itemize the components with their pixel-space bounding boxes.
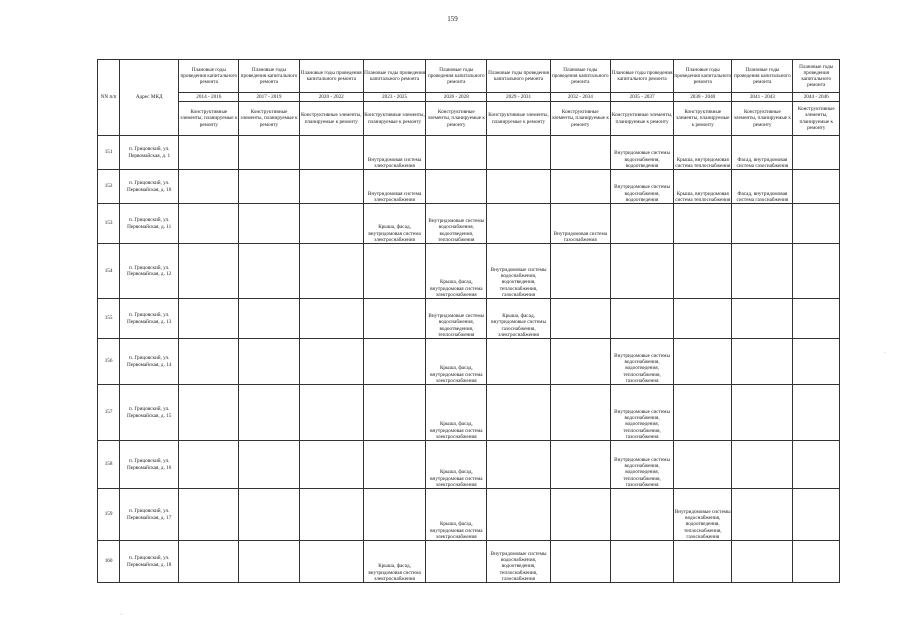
table-row bbox=[98, 244, 840, 299]
repair-elements-cell bbox=[793, 244, 840, 299]
repair-elements-cell: Внутридомовые системы водоснабжения, водоотведения, теплоснабжения bbox=[426, 299, 487, 339]
repair-elements-cell bbox=[674, 541, 732, 583]
repair-elements-cell: Внутридомовые системы водоснабжения, водоотведения bbox=[610, 136, 673, 170]
header-elements: Конструктивные элементы, планируемые к ремонту bbox=[363, 102, 425, 136]
capital-repair-table bbox=[97, 59, 840, 583]
repair-elements-cell bbox=[239, 244, 299, 299]
repair-elements-cell bbox=[674, 299, 732, 339]
page-number: 159 bbox=[447, 15, 458, 23]
repair-elements-cell bbox=[179, 339, 239, 385]
repair-elements-cell bbox=[239, 541, 299, 583]
repair-elements-cell bbox=[674, 339, 732, 385]
row-number: 160 bbox=[98, 541, 120, 583]
repair-elements-cell bbox=[299, 339, 363, 385]
repair-elements-cell bbox=[793, 204, 840, 244]
header-plan-years: Плановые годы проведения капитального ремонта bbox=[793, 60, 840, 93]
repair-elements-cell: Крыша, фасад, внутридомовая система электроснабжения bbox=[426, 244, 487, 299]
repair-elements-cell: Крыша, фасад, внутридомовая система электроснабжения bbox=[426, 489, 487, 541]
repair-elements-cell bbox=[793, 385, 840, 441]
repair-elements-cell bbox=[610, 244, 673, 299]
row-number: 155 bbox=[98, 299, 120, 339]
repair-elements-cell bbox=[732, 541, 793, 583]
repair-elements-cell bbox=[732, 244, 793, 299]
row-address: п. Грицовский, ул. Первомайская, д. 11 bbox=[120, 204, 179, 244]
header-period: 2038 - 2040 bbox=[674, 93, 732, 102]
header-plan-years: Плановые годы проведения капитального ремонта bbox=[239, 60, 299, 93]
row-number: 151 bbox=[98, 136, 120, 170]
repair-elements-cell bbox=[299, 136, 363, 170]
row-number: 159 bbox=[98, 489, 120, 541]
table-row bbox=[98, 385, 840, 441]
repair-elements-cell: Внутридомовые системы водоснабжения, водоотведения, теплоснабжения, газоснабжения bbox=[487, 541, 550, 583]
repair-elements-cell bbox=[793, 170, 840, 204]
row-number: 157 bbox=[98, 385, 120, 441]
repair-elements-cell bbox=[426, 541, 487, 583]
row-number: 152 bbox=[98, 170, 120, 204]
header-period: 2041 - 2043 bbox=[732, 93, 793, 102]
repair-elements-cell: Внутридомовая система электроснабжения bbox=[363, 170, 425, 204]
header-elements: Конструктивные элементы, планируемые к ремонту bbox=[674, 102, 732, 136]
table-row bbox=[98, 299, 840, 339]
repair-elements-cell bbox=[487, 385, 550, 441]
repair-elements-cell bbox=[363, 385, 425, 441]
repair-elements-cell: Крыша, фасад, внутридомовая система электроснабжения bbox=[426, 385, 487, 441]
repair-elements-cell bbox=[487, 441, 550, 489]
repair-elements-cell: Внутридомовая система газоснабжения bbox=[550, 204, 610, 244]
row-address: п. Грицовский, ул. Первомайская, д. 16 bbox=[120, 441, 179, 489]
repair-elements-cell bbox=[793, 339, 840, 385]
repair-elements-cell bbox=[179, 541, 239, 583]
row-address: п. Грицовский, ул. Первомайская, д. 14 bbox=[120, 339, 179, 385]
header-elements: Конструктивные элементы, планируемые к ремонту bbox=[732, 102, 793, 136]
header-period: 2044 - 2046 bbox=[793, 93, 840, 102]
table-row bbox=[98, 136, 840, 170]
repair-elements-cell bbox=[793, 489, 840, 541]
repair-elements-cell bbox=[179, 244, 239, 299]
table-row bbox=[98, 204, 840, 244]
repair-elements-cell bbox=[239, 136, 299, 170]
repair-elements-cell: Внутридомовые системы водоснабжения, водоотведения, теплоснабжения, газоснабжения bbox=[610, 441, 673, 489]
repair-elements-cell bbox=[363, 339, 425, 385]
repair-elements-cell bbox=[179, 441, 239, 489]
table-header bbox=[98, 60, 840, 136]
row-address: п. Грицовский, ул. Первомайская, д. 12 bbox=[120, 244, 179, 299]
header-period: 2023 - 2025 bbox=[363, 93, 425, 102]
repair-elements-cell bbox=[299, 441, 363, 489]
repair-elements-cell bbox=[363, 441, 425, 489]
header-period: 2032 - 2034 bbox=[550, 93, 610, 102]
row-address: п. Грицовский, ул. Первомайская, д. 13 bbox=[120, 299, 179, 339]
repair-elements-cell bbox=[239, 339, 299, 385]
repair-elements-cell bbox=[299, 170, 363, 204]
repair-elements-cell bbox=[299, 385, 363, 441]
repair-elements-cell bbox=[793, 541, 840, 583]
repair-elements-cell bbox=[550, 541, 610, 583]
repair-elements-cell: Крыша, внутридомовая система теплоснабжения bbox=[674, 170, 732, 204]
repair-elements-cell bbox=[299, 541, 363, 583]
header-plan-years: Плановые годы проведения капитального ремонта bbox=[179, 60, 239, 93]
repair-elements-cell bbox=[550, 441, 610, 489]
repair-elements-cell bbox=[487, 204, 550, 244]
repair-elements-cell bbox=[550, 136, 610, 170]
header-elements: Конструктивные элементы, планируемые к ремонту bbox=[487, 102, 550, 136]
repair-elements-cell: Крыша, фасад, внутридомовая система электроснабжения bbox=[426, 339, 487, 385]
repair-elements-cell: Крыша, внутридомовая система теплоснабжения bbox=[674, 136, 732, 170]
repair-elements-cell bbox=[793, 136, 840, 170]
header-period: 2026 - 2028 bbox=[426, 93, 487, 102]
header-plan-years: Плановые годы проведения капитального ремонта bbox=[487, 60, 550, 93]
repair-elements-cell bbox=[426, 136, 487, 170]
repair-elements-cell bbox=[179, 385, 239, 441]
repair-elements-cell bbox=[732, 441, 793, 489]
table-row bbox=[98, 441, 840, 489]
row-address: п. Грицовский, ул. Первомайская, д. 10 bbox=[120, 170, 179, 204]
table-row bbox=[98, 489, 840, 541]
repair-elements-cell bbox=[674, 244, 732, 299]
repair-elements-cell bbox=[732, 489, 793, 541]
row-address: п. Грицовский, ул. Первомайская, д. 17 bbox=[120, 489, 179, 541]
row-address: п. Грицовский, ул. Первомайская, д. 15 bbox=[120, 385, 179, 441]
repair-elements-cell bbox=[550, 244, 610, 299]
repair-elements-cell bbox=[299, 489, 363, 541]
repair-elements-cell bbox=[239, 299, 299, 339]
repair-elements-cell bbox=[179, 299, 239, 339]
header-period: 2029 - 2031 bbox=[487, 93, 550, 102]
repair-elements-cell bbox=[363, 489, 425, 541]
header-plan-years: Плановые годы проведения капитального ремонта bbox=[674, 60, 732, 93]
table-row bbox=[98, 541, 840, 583]
repair-elements-cell: Внутридомовые системы водоснабжения, водоотведения, теплоснабжения bbox=[426, 204, 487, 244]
row-address: п. Грицовский, ул. Первомайская, д. 18 bbox=[120, 541, 179, 583]
repair-elements-cell bbox=[179, 489, 239, 541]
repair-elements-cell bbox=[550, 299, 610, 339]
repair-elements-cell: Крыша, фасад, внутридомовые системы газоснабжения, электроснабжения bbox=[487, 299, 550, 339]
header-plan-years: Плановые годы проведения капитального ремонта bbox=[610, 60, 673, 93]
repair-elements-cell bbox=[239, 385, 299, 441]
header-elements: Конструктивные элементы, планируемые к ремонту bbox=[550, 102, 610, 136]
repair-elements-cell bbox=[299, 244, 363, 299]
repair-elements-cell: Фасад, внутридомовая система газоснабжения bbox=[732, 170, 793, 204]
repair-elements-cell: Крыша, фасад, внутридомовая система электроснабжения bbox=[363, 204, 425, 244]
repair-elements-cell bbox=[487, 170, 550, 204]
repair-elements-cell bbox=[487, 489, 550, 541]
header-elements: Конструктивные элементы, планируемые к ремонту bbox=[239, 102, 299, 136]
header-elements: Конструктивные элементы, планируемые к ремонту bbox=[179, 102, 239, 136]
table-row bbox=[98, 170, 840, 204]
repair-elements-cell: Крыша, фасад, внутридомовая система электроснабжения bbox=[363, 541, 425, 583]
header-address: Адрес МКД bbox=[120, 60, 179, 136]
header-num: NN п/п bbox=[98, 60, 120, 136]
repair-elements-cell bbox=[487, 339, 550, 385]
repair-elements-cell: Крыша, фасад, внутридомовая система электроснабжения bbox=[426, 441, 487, 489]
repair-elements-cell bbox=[239, 441, 299, 489]
repair-elements-cell bbox=[179, 204, 239, 244]
header-elements: Конструктивные элементы, планируемые к ремонту bbox=[426, 102, 487, 136]
repair-elements-cell: Внутридомовые системы водоснабжения, водоотведения bbox=[610, 170, 673, 204]
row-number: 154 bbox=[98, 244, 120, 299]
repair-elements-cell bbox=[674, 441, 732, 489]
repair-elements-cell bbox=[610, 489, 673, 541]
repair-elements-cell bbox=[732, 385, 793, 441]
header-elements: Конструктивные элементы, планируемые к ремонту bbox=[610, 102, 673, 136]
repair-elements-cell bbox=[239, 489, 299, 541]
header-period: 2035 - 2037 bbox=[610, 93, 673, 102]
repair-elements-cell: Внутридомовая система электроснабжения bbox=[363, 136, 425, 170]
header-plan-years: Плановые годы проведения капитального ремонта bbox=[299, 60, 363, 93]
row-address: п. Грицовский, ул. Первомайская, д. 1 bbox=[120, 136, 179, 170]
repair-elements-cell bbox=[610, 299, 673, 339]
repair-elements-cell: Внутридомовые системы водоснабжения, водоотведения, теплоснабжения, газоснабжения bbox=[674, 489, 732, 541]
table-body bbox=[98, 136, 840, 583]
repair-elements-cell: Внутридомовые системы водоснабжения, водоотведения, теплоснабжения, газоснабжения bbox=[610, 385, 673, 441]
header-period: 2020 - 2022 bbox=[299, 93, 363, 102]
repair-elements-cell bbox=[793, 441, 840, 489]
repair-elements-cell bbox=[674, 385, 732, 441]
header-elements: Конструктивные элементы, планируемые к ремонту bbox=[299, 102, 363, 136]
repair-elements-cell bbox=[550, 385, 610, 441]
repair-elements-cell bbox=[550, 170, 610, 204]
repair-elements-cell bbox=[732, 299, 793, 339]
repair-elements-cell bbox=[793, 299, 840, 339]
header-plan-years: Плановые годы проведения капитального ремонта bbox=[363, 60, 425, 93]
repair-elements-cell: Внутридомовые системы водоснабжения, водоотведения, теплоснабжения, газоснабжения bbox=[487, 244, 550, 299]
repair-elements-cell: Внутридомовые системы водоснабжения, водоотведения, теплоснабжения, газоснабжения bbox=[610, 339, 673, 385]
repair-elements-cell bbox=[239, 170, 299, 204]
repair-elements-cell bbox=[179, 136, 239, 170]
repair-elements-cell bbox=[674, 204, 732, 244]
repair-elements-cell bbox=[363, 244, 425, 299]
repair-elements-cell bbox=[363, 299, 425, 339]
header-plan-years: Плановые годы проведения капитального ремонта bbox=[426, 60, 487, 93]
repair-elements-cell bbox=[732, 204, 793, 244]
repair-elements-cell bbox=[487, 136, 550, 170]
repair-elements-cell bbox=[299, 299, 363, 339]
row-number: 156 bbox=[98, 339, 120, 385]
repair-elements-cell bbox=[550, 489, 610, 541]
header-plan-years: Плановые годы проведения капитального ремонта bbox=[732, 60, 793, 93]
header-plan-years: Плановые годы проведения капитального ремонта bbox=[550, 60, 610, 93]
scan-speck: · bbox=[884, 350, 886, 356]
repair-elements-cell bbox=[239, 204, 299, 244]
header-elements: Конструктивные элементы, планируемые к ремонту bbox=[793, 102, 840, 136]
repair-elements-cell: Фасад, внутридомовая система газоснабжения bbox=[732, 136, 793, 170]
repair-elements-cell bbox=[610, 541, 673, 583]
row-number: 153 bbox=[98, 204, 120, 244]
table-row bbox=[98, 339, 840, 385]
repair-elements-cell bbox=[179, 170, 239, 204]
repair-elements-cell bbox=[610, 204, 673, 244]
repair-elements-cell bbox=[732, 339, 793, 385]
repair-elements-cell bbox=[426, 170, 487, 204]
row-number: 158 bbox=[98, 441, 120, 489]
header-period: 2014 - 2016 bbox=[179, 93, 239, 102]
scan-speck: · bbox=[120, 612, 122, 618]
repair-elements-cell bbox=[299, 204, 363, 244]
header-period: 2017 - 2019 bbox=[239, 93, 299, 102]
repair-elements-cell bbox=[550, 339, 610, 385]
